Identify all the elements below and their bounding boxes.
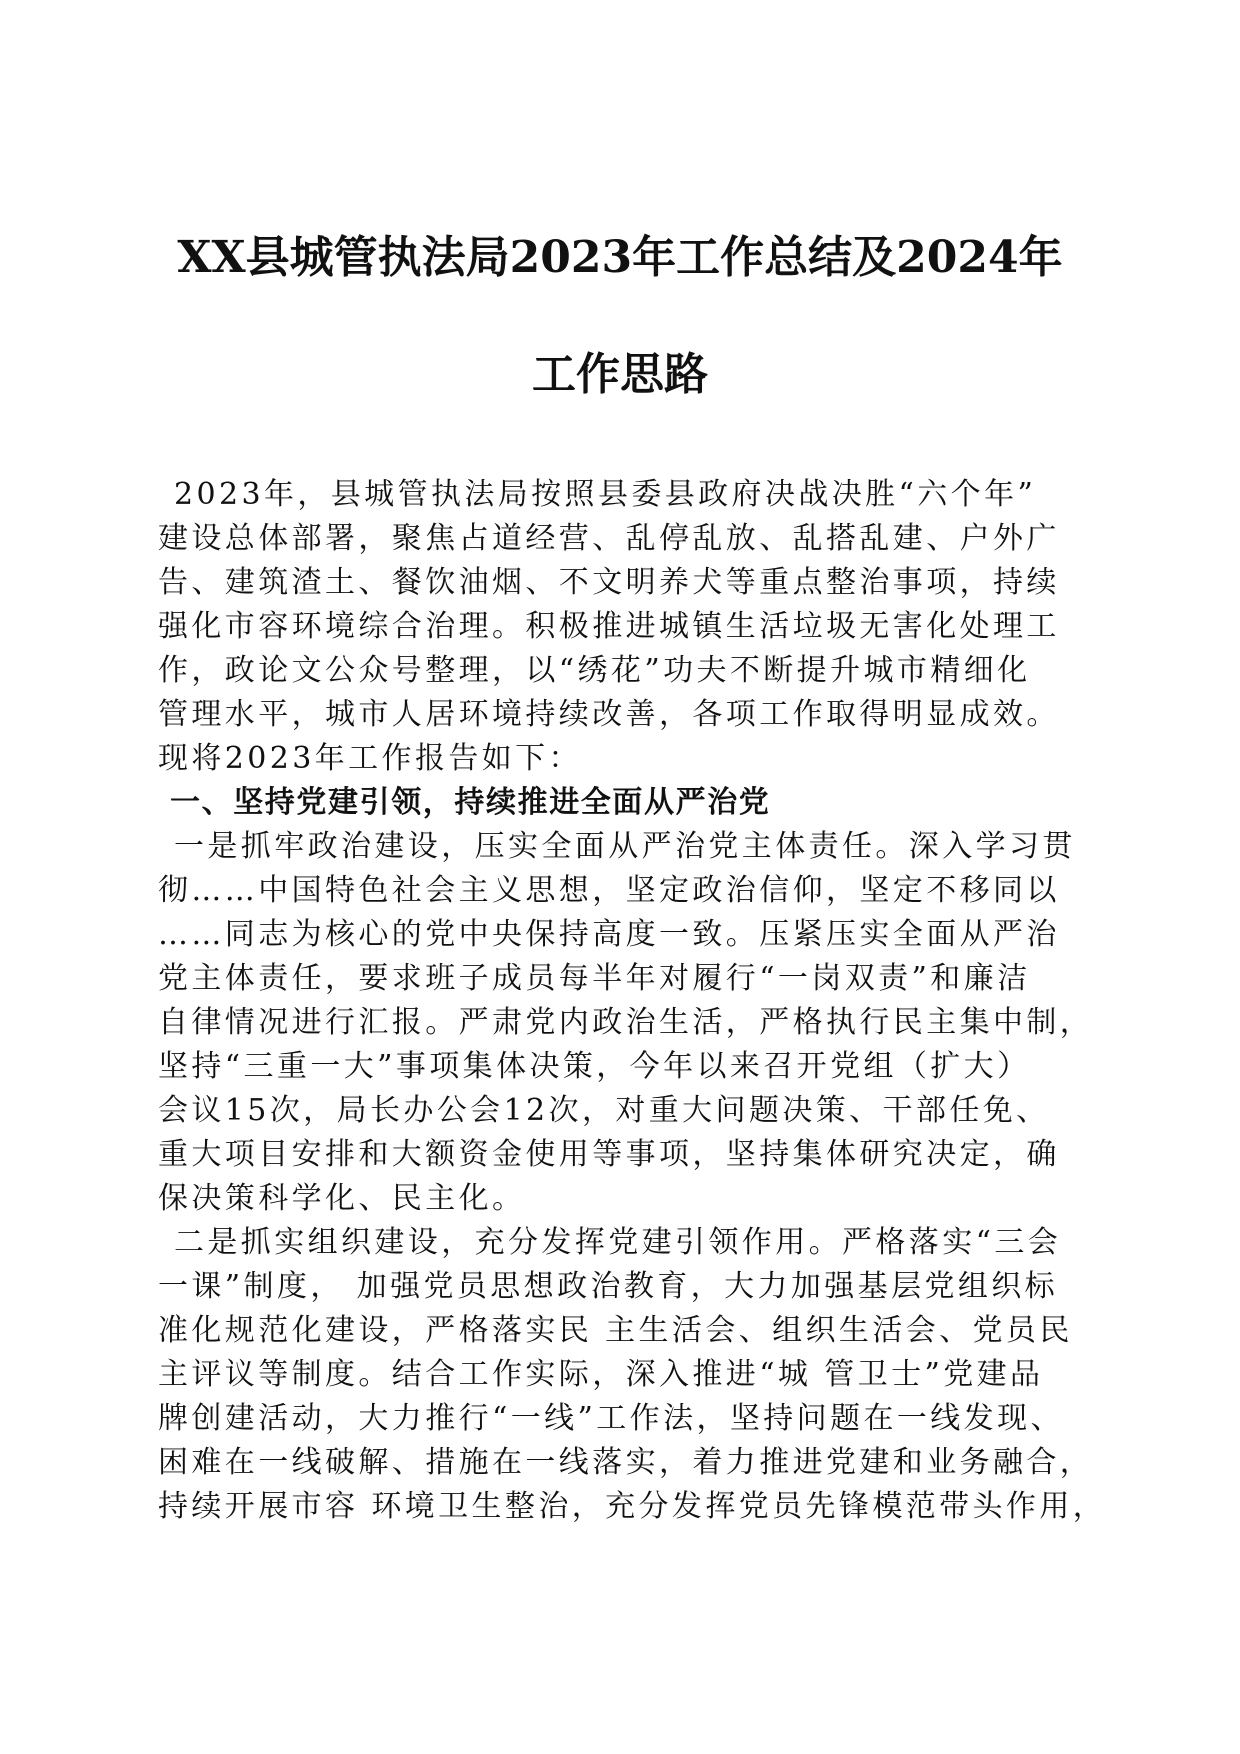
section-heading: 一、坚持党建引领，持续推进全面从严治党: [170, 785, 771, 820]
paragraph-line: 2023年，县城管执法局按照县委县政府决战决胜“六个年”: [174, 477, 1037, 512]
paragraph-line: 一课”制度， 加强党员思想政治教育，大力加强基层党组织标: [158, 1269, 1059, 1304]
paragraph-line: 牌创建活动，大力推行“一线”工作法，坚持问题在一线发现、: [158, 1401, 1064, 1436]
paragraph-line: 强化市容环境综合治理。积极推进城镇生活垃圾无害化处理工: [158, 609, 1060, 644]
paragraph-line: 建设总体部署，聚焦占道经营、乱停乱放、乱搭乱建、户外广: [158, 521, 1060, 556]
paragraph-line: 自律情况进行汇报。严肃党内政治生活，严格执行民主集中制，: [158, 1005, 1094, 1040]
document-title-line-2: 工作思路: [532, 349, 708, 400]
paragraph-line: 准化规范化建设，严格落实民 主生活会、组织生活会、党员民: [158, 1313, 1073, 1348]
paragraph-line: 主评议等制度。结合工作实际，深入推进“城 管卫士”党建品: [158, 1357, 1044, 1392]
paragraph-line: 作，政论文公众号整理，以“绣花”功夫不断提升城市精细化: [158, 653, 1031, 688]
paragraph-line: 重大项目安排和大额资金使用等事项，坚持集体研究决定，确: [158, 1137, 1060, 1172]
paragraph-line: 现将2023年工作报告如下：: [158, 741, 582, 776]
paragraph-line: 党主体责任，要求班子成员每半年对履行“一岗双责”和廉洁: [158, 961, 1031, 996]
paragraph-line: 持续开展市容 环境卫生整治，充分发挥党员先锋模范带头作用，: [158, 1489, 1107, 1524]
paragraph-line: 告、建筑渣土、餐饮油烟、不文明养犬等重点整治事项，持续: [158, 565, 1060, 600]
paragraph-line: 二是抓实组织建设，充分发挥党建引领作用。严格落实“三会: [174, 1225, 1062, 1260]
paragraph-line: 彻……中国特色社会主义思想，坚定政治信仰，坚定不移同以: [158, 873, 1060, 908]
paragraph-line: 保决策科学化、民主化。: [158, 1181, 526, 1216]
paragraph-line: 会议15次，局长办公会12次，对重大问题决策、干部任免、: [158, 1093, 1050, 1128]
paragraph-line: ……同志为核心的党中央保持高度一致。压紧压实全面从严治: [158, 917, 1060, 952]
paragraph-line: 困难在一线破解、措施在一线落实，着力推进党建和业务融合，: [158, 1445, 1094, 1480]
document-title-line-1: XX县城管执法局2023年工作总结及2024年: [177, 232, 1063, 283]
paragraph-line: 坚持“三重一大”事项集体决策，今年以来召开党组（扩大）: [158, 1049, 1031, 1084]
paragraph-line: 一是抓牢政治建设，压实全面从严治党主体责任。深入学习贯: [174, 829, 1076, 864]
paragraph-line: 管理水平，城市人居环境持续改善，各项工作取得明显成效。: [158, 697, 1060, 732]
document-body: [158, 473, 1107, 1529]
